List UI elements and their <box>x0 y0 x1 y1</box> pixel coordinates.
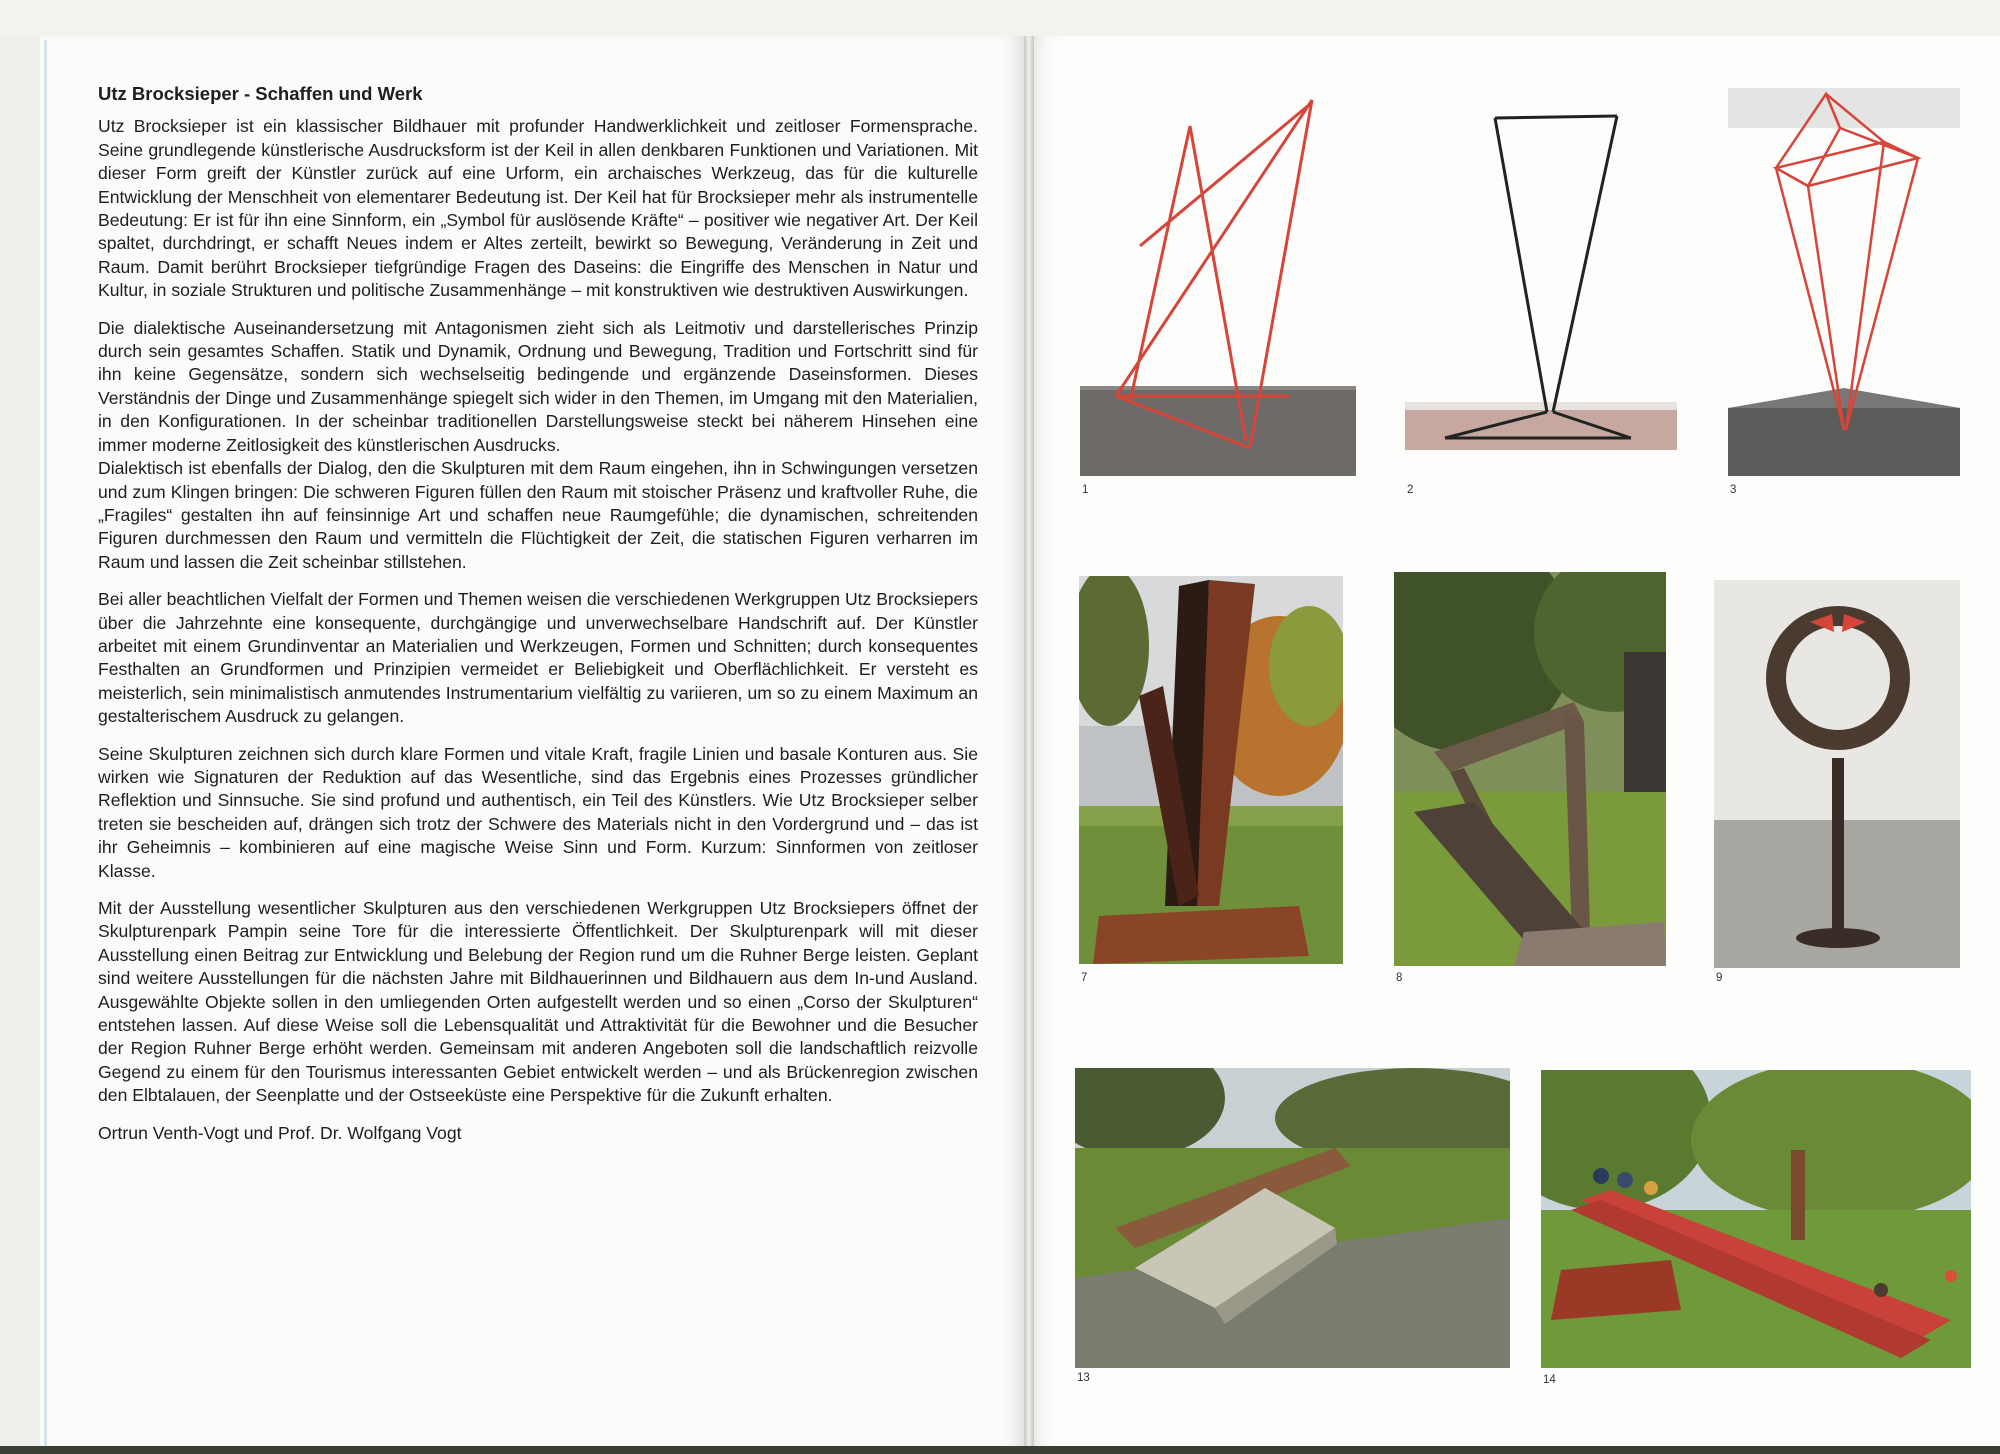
figure-number: 7 <box>1081 972 1088 984</box>
book-gutter <box>1024 36 1034 1454</box>
paragraph-3: Dialektisch ist ebenfalls der Dialog, den die Skulpturen mit dem Raum eingehen, ihn in Schwingungen versetzen und zum Klingen bringen: Die schweren Figuren füllen den Raum mit stoischer Präsenz und kraftvoller Ruhe, die „Fragiles“ gestalten ihn auf feinsinnige Art und schaffen neue Raumgefühle; die dynamischen, schreitenden Figuren durchmessen den Raum und vermitteln die Flüchtigkeit der Zeit, die statischen Figuren verharren im Raum und lassen die Zeit scheinbar stillstehen. <box>98 458 978 572</box>
article-heading: Utz Brocksieper - Schaffen und Werk <box>98 83 423 104</box>
scan-bottom-strip <box>0 1446 2000 1454</box>
scan-left-edge <box>0 36 40 1454</box>
paragraph-5: Seine Skulpturen zeichnen sich durch klare Formen und vitale Kraft, fragile Linien und basale Konturen aus. Sie wirken wie Signaturen der Reduktion auf das Wesentliche, sind das Ergebnis eines Prozesses gründlicher Reflektion und Sinnsuche. Sie sind profund und authentisch, ein Teil des Künstlers. Wie Utz Brocksieper selber treten sie bescheiden auf, drängen sich trotz der Schwere des Materials nicht in den Vordergrund und – das ist ihr Geheimnis – kombinieren auf eine magische Weise Sinn und Form. Kurzum: Sinnformen von zeitloser Klasse. <box>98 743 978 881</box>
paragraph-4: Bei aller beachtlichen Vielfalt der Formen und Themen weisen die verschiedenen Werkgruppen Utz Brocksiepers über die Jahrzehnte eine konsequente, durchgängige und unverwechselbare Handschrift auf. Der Künstler arbeitet mit einem Grundinventar an Materialien und Werkzeugen, Formen und Schnitten; durch konsequentes Festhalten an Grundformen und Prinzipien vermeidet er Beliebigkeit und Oberflächlichkeit. Er versteht es meisterlich, sein minimalistisch anmutendes Instrumentarium vielfältig zu variieren, um so zu einem Maximum an gestalterischem Ausdruck zu gelangen. <box>98 589 978 727</box>
rust-steel-wedge-garden-photo <box>1079 576 1343 964</box>
figure-number: 13 <box>1077 1372 1090 1384</box>
red-beam-sculpture-children-photo <box>1541 1070 1971 1368</box>
paragraph-1: Utz Brocksieper ist ein klassischer Bildhauer mit profunder Handwerklichkeit und zeitloser Formensprache. Seine grundlegende künstlerische Ausdrucksform ist der Keil in allen denkbaren Funktionen und Variationen. Mit dieser Form greift der Künstler zurück auf eine Urform, ein archaisches Werkzeug, das für die kulturelle Entwicklung der Menschheit von elementarer Bedeutung ist. Der Keil hat für Brocksieper mehr als instrumentelle Bedeutung: Er ist für ihn eine Sinnform, ein „Symbol für auslösende Kräfte“ – positiver wie negativer Art. Der Keil spaltet, durchdringt, er schafft Neues indem er Altes zerteilt, bewirkt so Bewegung, Veränderung in Zeit und Raum. Damit berührt Brocksieper tiefgründige Fragen des Daseins: die Eingriffe des Menschen in Natur und Kultur, in soziale Strukturen und politische Zusammenhänge – mit konstruktiven wie destruktiven Auswirkungen. <box>98 116 978 301</box>
figure-number: 8 <box>1396 972 1403 984</box>
stone-wedge-landscape-photo <box>1075 1068 1510 1368</box>
figure-number: 1 <box>1082 484 1089 496</box>
figure-number: 14 <box>1543 1374 1556 1386</box>
figure-number: 3 <box>1730 484 1737 496</box>
black-wire-wedge-sculpture-photo <box>1405 112 1677 450</box>
article-text <box>98 82 978 1159</box>
paragraph-2: Die dialektische Auseinandersetzung mit Antagonismen zieht sich als Leitmotiv und darstellerisches Prinzip durch sein gesamtes Schaffen. Statik und Dynamik, Ordnung und Bewegung, Tradition und Fortschritt sind für ihn keine Gegensätze, sondern sich wechselseitig bedingende und ergänzende Daseinsformen. Dieses Verständnis der Dinge und Zusammenhänge spiegelt sich wider in den Themen, im Umgang mit den Materialien, in den Konfigurationen. In der scheinbar traditionellen Darstellungsweise steckt bei näherem Hinsehen eine immer moderne Zeitlosigkeit des künstlerischen Ausdrucks. <box>98 317 978 455</box>
wooden-wedge-frame-park-photo <box>1394 572 1666 966</box>
red-wire-prism-sculpture-photo <box>1728 88 1960 476</box>
steel-ring-on-pole-photo <box>1714 580 1960 968</box>
paragraph-6: Mit der Ausstellung wesentlicher Skulpturen aus den verschiedenen Werkgruppen Utz Brocksiepers öffnet der Skulpturenpark Pampin seine Tore für die interessierte Öffentlichkeit. Der Skulpturenpark will mit dieser Ausstellung einen Beitrag zur Entwicklung und Belebung der Region rund um die Ruhner Berge leisten. Geplant sind weitere Ausstellungen für die nächsten Jahre mit Bildhauerinnen und Bildhauern aus dem In-und Ausland. Ausgewählte Objekte sollen in den umliegenden Orten aufgestellt werden und so einen „Corso der Skulpturen“ entstehen lassen. Auf diese Weise soll die Lebensqualität und Attraktivität für die Bewohner und die Besucher der Region Ruhner Berge erhöht werden. Gemeinsam mit anderen Angeboten soll die landschaftlich reizvolle Gegend zu einem für den Tourismus interessanten Gebiet entwickelt werden – und als Brückenregion zwischen den Elbtalauen, der Seenplatte und der Ostseeküste eine Perspektive für die Zukunft erhalten. <box>98 898 978 1106</box>
figure-number: 9 <box>1716 972 1723 984</box>
figure-number: 2 <box>1407 484 1414 496</box>
red-wire-wedge-sculpture-photo <box>1080 96 1356 476</box>
page-edge-line <box>44 40 47 1450</box>
article-signature: Ortrun Venth-Vogt und Prof. Dr. Wolfgang Vogt <box>98 1122 462 1143</box>
scan-top-edge <box>0 0 2000 36</box>
